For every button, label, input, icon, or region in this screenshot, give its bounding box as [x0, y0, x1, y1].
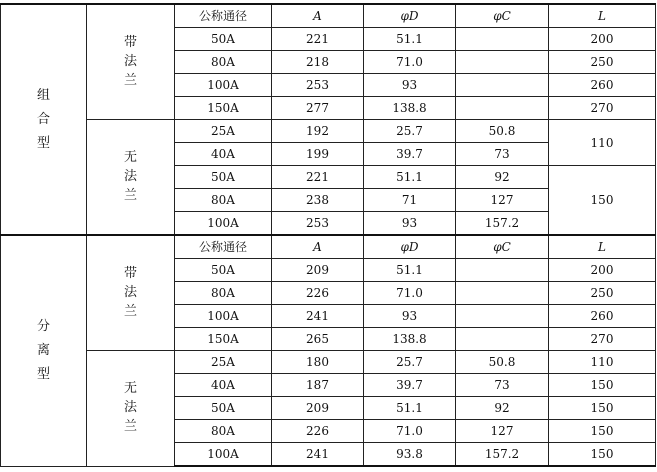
l-cell: 250 — [549, 51, 656, 74]
header-l: L — [549, 4, 656, 28]
d-cell: 93 — [364, 74, 456, 97]
d-cell: 39.7 — [364, 143, 456, 166]
c-cell: 92 — [456, 397, 549, 420]
c-cell — [456, 74, 549, 97]
a-cell: 199 — [272, 143, 364, 166]
flange-char: 法 — [123, 400, 137, 416]
header-c: φC — [456, 4, 549, 28]
type-cell — [1, 4, 87, 235]
c-cell — [456, 305, 549, 328]
header-d: φD — [364, 4, 456, 28]
type-char: 型 — [36, 135, 50, 151]
d-cell: 25.7 — [364, 351, 456, 374]
c-cell: 127 — [456, 420, 549, 443]
c-cell: 127 — [456, 189, 549, 212]
d-cell: 93.8 — [364, 443, 456, 467]
a-cell: 253 — [272, 74, 364, 97]
a-cell: 241 — [272, 305, 364, 328]
flange-cell — [87, 4, 175, 120]
c-cell: 73 — [456, 374, 549, 397]
d-cell: 51.1 — [364, 28, 456, 51]
l-cell: 270 — [549, 328, 656, 351]
size-cell: 80A — [175, 420, 272, 443]
flange-char: 法 — [123, 54, 137, 69]
type-cell — [1, 235, 87, 466]
d-cell: 25.7 — [364, 120, 456, 143]
size-cell: 100A — [175, 443, 272, 467]
flange-cell — [87, 235, 175, 351]
d-cell: 39.7 — [364, 374, 456, 397]
a-cell: 187 — [272, 374, 364, 397]
flange-char: 法 — [123, 169, 137, 184]
c-cell: 92 — [456, 166, 549, 189]
d-cell: 93 — [364, 212, 456, 236]
a-cell: 277 — [272, 97, 364, 120]
a-cell: 221 — [272, 166, 364, 189]
header-a: A — [272, 4, 364, 28]
a-cell: 253 — [272, 212, 364, 236]
size-cell: 25A — [175, 120, 272, 143]
c-cell — [456, 97, 549, 120]
flange-char: 兰 — [123, 419, 137, 435]
size-cell: 80A — [175, 51, 272, 74]
a-cell: 238 — [272, 189, 364, 212]
size-cell: 100A — [175, 305, 272, 328]
size-cell: 150A — [175, 328, 272, 351]
c-cell: 50.8 — [456, 120, 549, 143]
flange-cell — [87, 120, 175, 236]
c-cell — [456, 259, 549, 282]
l-cell: 250 — [549, 282, 656, 305]
header-row — [1, 4, 656, 28]
a-cell: 209 — [272, 259, 364, 282]
d-cell: 51.1 — [364, 166, 456, 189]
d-cell: 51.1 — [364, 397, 456, 420]
size-cell: 40A — [175, 374, 272, 397]
c-cell: 73 — [456, 143, 549, 166]
dimension-table — [0, 3, 656, 467]
c-cell: 157.2 — [456, 443, 549, 467]
l-cell: 150 — [549, 443, 656, 467]
c-cell — [456, 328, 549, 351]
l-cell: 150 — [549, 397, 656, 420]
size-cell: 80A — [175, 189, 272, 212]
header-row — [1, 235, 656, 259]
flange-char: 兰 — [123, 304, 137, 319]
d-cell: 93 — [364, 305, 456, 328]
flange-cell — [87, 351, 175, 467]
size-cell: 50A — [175, 166, 272, 189]
size-cell: 50A — [175, 259, 272, 282]
flange-char: 兰 — [123, 73, 137, 88]
size-cell: 100A — [175, 212, 272, 236]
l-cell: 260 — [549, 305, 656, 328]
size-cell: 25A — [175, 351, 272, 374]
header-l: L — [549, 235, 656, 259]
type-char: 分 — [36, 318, 50, 334]
c-cell: 50.8 — [456, 351, 549, 374]
a-cell: 241 — [272, 443, 364, 467]
a-cell: 226 — [272, 282, 364, 305]
size-cell: 50A — [175, 28, 272, 51]
d-cell: 138.8 — [364, 97, 456, 120]
type-char: 合 — [36, 111, 50, 127]
flange-char: 带 — [123, 35, 137, 50]
l-cell: 150 — [549, 420, 656, 443]
d-cell: 138.8 — [364, 328, 456, 351]
l-cell: 270 — [549, 97, 656, 120]
a-cell: 221 — [272, 28, 364, 51]
a-cell: 226 — [272, 420, 364, 443]
c-cell — [456, 28, 549, 51]
table-row — [1, 351, 656, 374]
flange-char: 无 — [123, 150, 137, 165]
flange-char: 法 — [123, 285, 137, 300]
header-d: φD — [364, 235, 456, 259]
d-cell: 71.0 — [364, 420, 456, 443]
l-cell-merged: 110 — [549, 120, 656, 166]
a-cell: 180 — [272, 351, 364, 374]
l-cell: 200 — [549, 259, 656, 282]
a-cell: 218 — [272, 51, 364, 74]
type-char: 型 — [36, 366, 50, 382]
size-cell: 150A — [175, 97, 272, 120]
header-size: 公称通径 — [175, 235, 272, 259]
header-size: 公称通径 — [175, 4, 272, 28]
size-cell: 80A — [175, 282, 272, 305]
l-cell: 110 — [549, 351, 656, 374]
type-char: 组 — [36, 87, 50, 103]
a-cell: 265 — [272, 328, 364, 351]
size-cell: 40A — [175, 143, 272, 166]
l-cell-merged: 150 — [549, 166, 656, 236]
size-cell: 50A — [175, 397, 272, 420]
table-row — [1, 120, 656, 143]
l-cell: 200 — [549, 28, 656, 51]
header-c: φC — [456, 235, 549, 259]
flange-char: 带 — [123, 266, 137, 281]
flange-char: 兰 — [123, 188, 137, 203]
size-cell: 100A — [175, 74, 272, 97]
c-cell — [456, 282, 549, 305]
type-char: 离 — [36, 342, 50, 358]
l-cell: 260 — [549, 74, 656, 97]
c-cell: 157.2 — [456, 212, 549, 236]
d-cell: 71 — [364, 189, 456, 212]
d-cell: 71.0 — [364, 51, 456, 74]
d-cell: 71.0 — [364, 282, 456, 305]
flange-char: 无 — [123, 381, 137, 397]
c-cell — [456, 51, 549, 74]
a-cell: 192 — [272, 120, 364, 143]
a-cell: 209 — [272, 397, 364, 420]
l-cell: 150 — [549, 374, 656, 397]
header-a: A — [272, 235, 364, 259]
d-cell: 51.1 — [364, 259, 456, 282]
